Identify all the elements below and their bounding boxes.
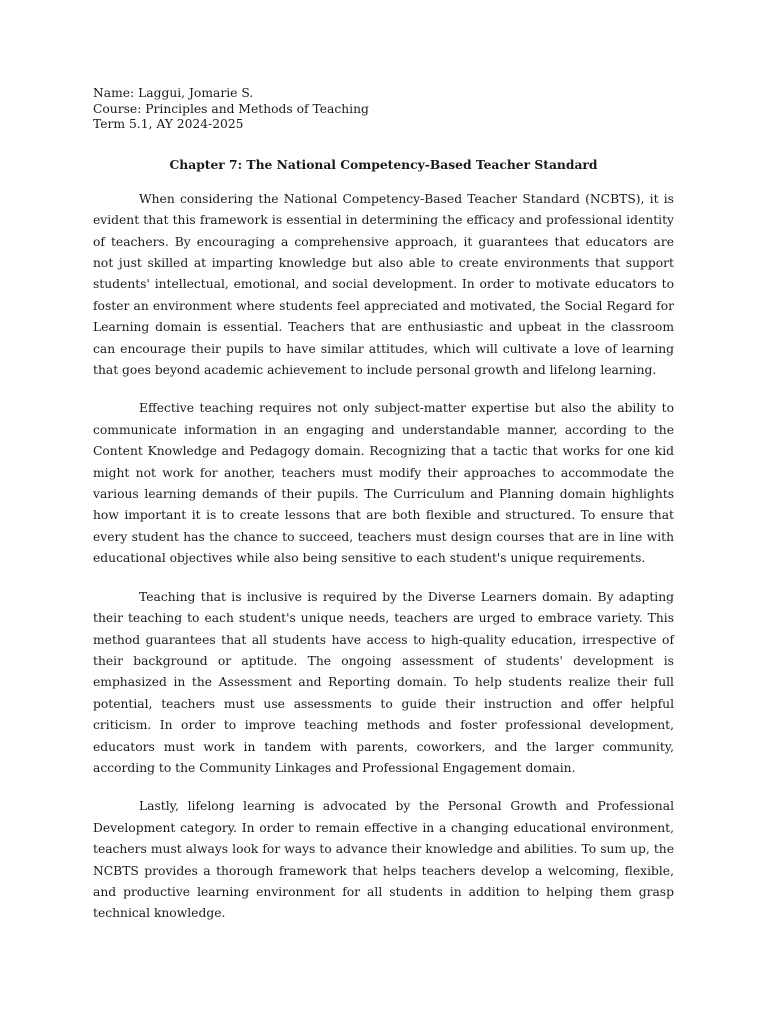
- paragraph-personal-growth: Lastly, lifelong learning is advocated by the Personal Growth and Professional Development category. In order to remain effective in a changing educational environment, teachers must always look for ways to advance their knowledge and abilities. To sum up, the NCBTS provides a thorough framework that helps teachers develop a welcoming, flexible, and productive learning environment for all students in addition to helping them grasp technical knowledge.: [93, 799, 674, 921]
- chapter-title: Chapter 7: The National Competency-Based Teacher Standard: [169, 156, 598, 172]
- term-line: Term 5.1, AY 2024-2025: [93, 117, 244, 132]
- paragraph-content-knowledge: Effective teaching requires not only subject-matter expertise but also the ability to communicate information in an engaging and understandable manner, according to the Content Knowledge and Pedagogy domain. Recognizing that a tactic that works for one kid might not work for another, teachers must modify their approaches to accommodate the various learning demands of their pupils. The Curriculum and Planning domain highlights how important it is to create lessons that are both flexible and structured. To ensure that every student has the chance to succeed, teachers must design courses that are in line with educational objectives while also being sensitive to each student's unique requirements.: [93, 401, 674, 566]
- course-line: Course: Principles and Methods of Teaching: [93, 101, 369, 116]
- document-body: [93, 86, 674, 942]
- paragraph-diverse-learners: Teaching that is inclusive is required by the Diverse Learners domain. By adapting their teaching to each student's unique needs, teachers are urged to embrace variety. This method guarantees that all students have access to high-quality education, irrespective of their background or aptitude. The ongoing assessment of students' development is emphasized in the Assessment and Reporting domain. To help students realize their full potential, teachers must use assessments to guide their instruction and offer helpful criticism. In order to improve teaching methods and foster professional development, educators must work in tandem with parents, coworkers, and the larger community, according to the Community Linkages and Professional Engagement domain.: [93, 589, 674, 775]
- student-name-line: Name: Laggui, Jomarie S.: [93, 86, 254, 100]
- student-info-header: [93, 86, 674, 133]
- paragraph-social-regard: When considering the National Competency-Based Teacher Standard (NCBTS), it is evident that this framework is essential in determining the efficacy and professional identity of teachers. By encouraging a comprehensive approach, it guarantees that educators are not just skilled at imparting knowledge but also able to create environments that support students' intellectual, emotional, and social development. In order to motivate educators to foster an environment where students feel appreciated and motivated, the Social Regard for Learning domain is essential. Teachers that are enthusiastic and upbeat in the classroom can encourage their pupils to have similar attitudes, which will cultivate a love of learning that goes beyond academic achievement to include personal growth and lifelong learning.: [93, 191, 674, 378]
